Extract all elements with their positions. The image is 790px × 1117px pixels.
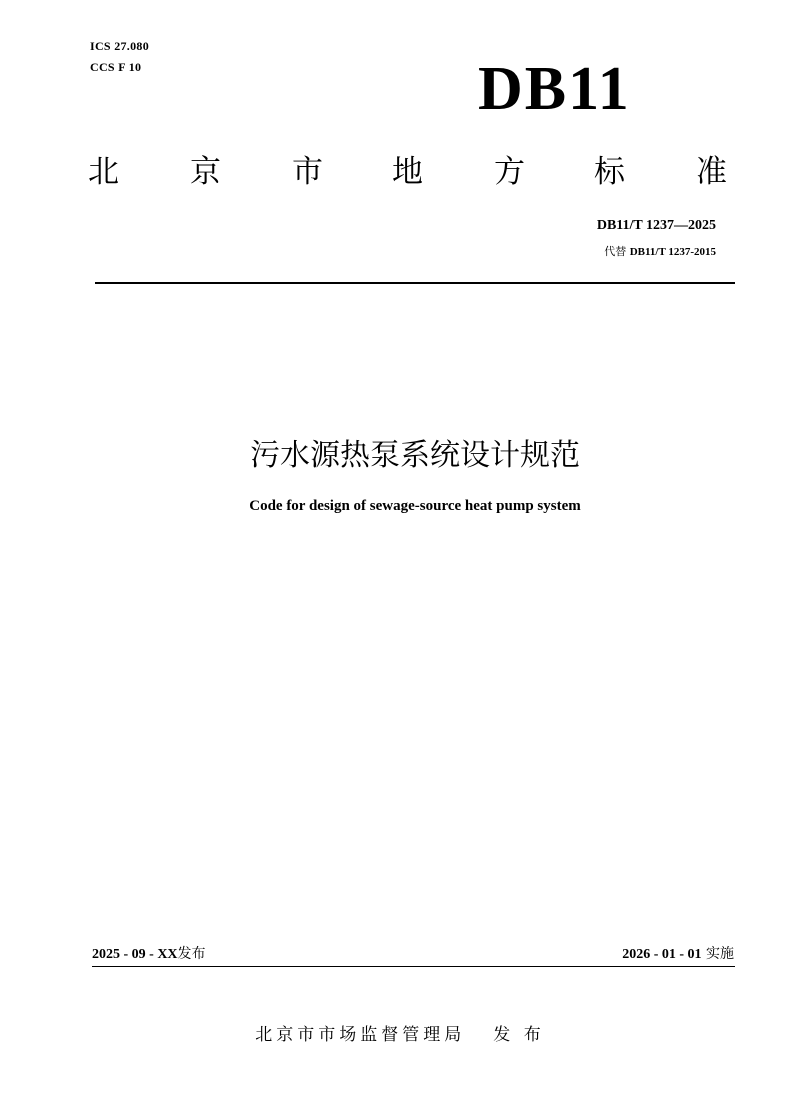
footer-divider — [92, 966, 735, 967]
issuer-name: 北京市市场监督管理局 — [255, 1025, 466, 1045]
standard-number: DB11/T 1237—2025 — [596, 218, 716, 233]
replaces-code: DB11/T 1237-2015 — [629, 246, 716, 258]
issue-label: 发布 — [177, 946, 206, 962]
standard-type-char: 市 — [292, 154, 323, 190]
document-english-title: Code for design of sewage-source heat pump system — [249, 498, 581, 514]
ccs-code: CCS F 10 — [90, 60, 142, 74]
standard-type-char: 北 — [88, 154, 119, 190]
implement-date-line — [622, 943, 734, 963]
issue-date-line — [92, 943, 206, 963]
replaces-line — [604, 243, 716, 259]
header-divider — [95, 282, 735, 284]
implement-date: 2026 - 01 - 01 — [622, 947, 702, 962]
ics-code: ICS 27.080 — [90, 39, 150, 53]
issue-date: 2025 - 09 - XX — [92, 947, 178, 962]
db-logo: DB11 — [478, 55, 631, 123]
issuer-action: 发 布 — [493, 1025, 545, 1045]
standard-type-char: 地 — [392, 154, 423, 190]
implement-label: 实施 — [701, 946, 734, 962]
standard-type-char: 方 — [494, 154, 525, 190]
standard-type-title — [88, 150, 738, 194]
standard-type-char: 京 — [190, 154, 221, 190]
replaces-prefix: 代替 — [604, 245, 630, 258]
issuer-line — [0, 1020, 790, 1045]
standard-type-char: 准 — [696, 154, 727, 190]
document-title: 污水源热泵系统设计规范 — [250, 438, 580, 473]
standard-type-char: 标 — [594, 154, 625, 190]
